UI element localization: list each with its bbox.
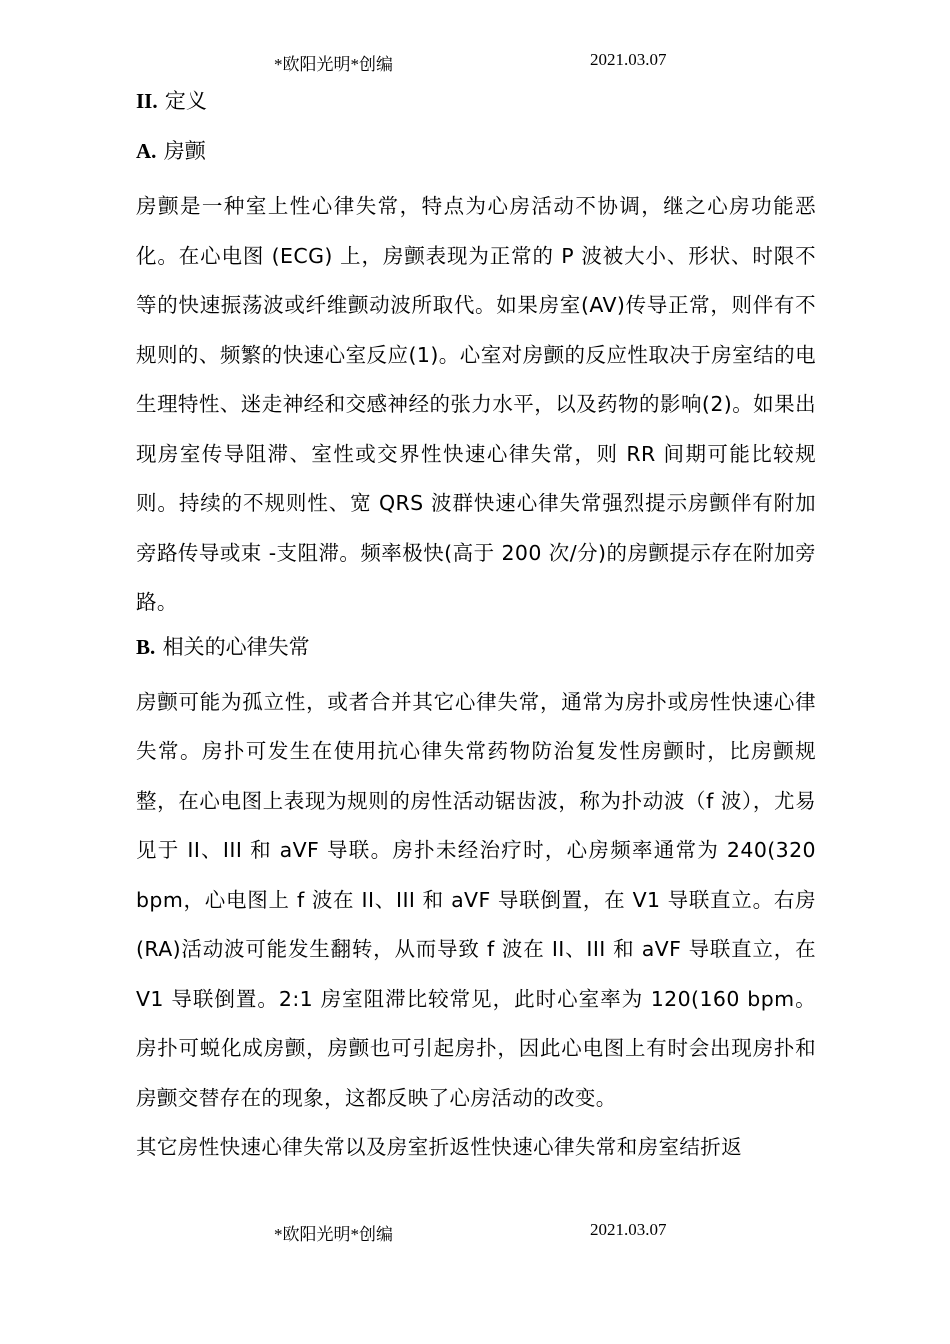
section-heading-definition [136,82,816,132]
af-paragraph: 房颤是一种室上性心律失常，特点为心房活动不协调，继之心房功能恶化。在心电图 (ECG) 上，房颤表现为正常的 P 波被大小、形状、时限不等的快速振荡波或纤维颤动波所取代。如果房室(AV)传导正常，则伴有不规则的、频繁的快速心室反应(1)。心室对房颤的反应性取决于房室结的电生理特性、迷走神经和交感神经的张力水平，以及药物的影响(2)。如果出现房室传导阻滞、室性或交界性快速心律失常，则 RR 间期可能比较规则。持续的不规则性、宽 QRS 波群快速心律失常强烈提示房颤伴有附加旁路传导或束 -支阻滞。频率极快(高于 200 次/分)的房颤提示存在附加旁路。 [136,194,816,614]
subsection-heading-af [136,132,816,182]
section-title: 定义 [164,89,207,113]
subsection-title: 房颤 [163,139,206,163]
subsection-number: A. [136,139,157,163]
page-footer [0,1220,950,1250]
footer-date: 2021.03.07 [590,1220,667,1239]
section-number: II. [136,89,158,113]
page-header [0,50,950,80]
subsection-number: B. [136,634,156,659]
footer-author: *欧阳光明*创编 [274,1225,393,1244]
continued-paragraph: 其它房性快速心律失常以及房室折返性快速心律失常和房室结折返 [136,1135,743,1159]
subsection-heading-related-arrhythmias [136,628,816,678]
document-body [136,82,816,1173]
header-date: 2021.03.07 [590,50,667,69]
subsection-title: 相关的心律失常 [162,634,310,659]
related-arrhythmias-paragraph: 房颤可能为孤立性，或者合并其它心律失常，通常为房扑或房性快速心律失常。房扑可发生在使用抗心律失常药物防治复发性房颤时，比房颤规整，在心电图上表现为规则的房性活动锯齿波，称为扑动波（f 波），尤易见于 II、III 和 aVF 导联。房扑未经治疗时，心房频率通常为 240(320 bpm，心电图上 f 波在 II、III 和 aVF 导联倒置，在 V1 导联直立。右房(RA)活动波可能发生翻转，从而导致 f 波在 II、III 和 aVF 导联直立，在 V1 导联倒置。2:1 房室阻滞比较常见，此时心室率为 120(160 bpm。房扑可蜕化成房颤，房颤也可引起房扑，因此心电图上有时会出现房扑和房颤交替存在的现象，这都反映了心房活动的改变。 [136,689,816,1110]
header-author: *欧阳光明*创编 [274,55,393,74]
